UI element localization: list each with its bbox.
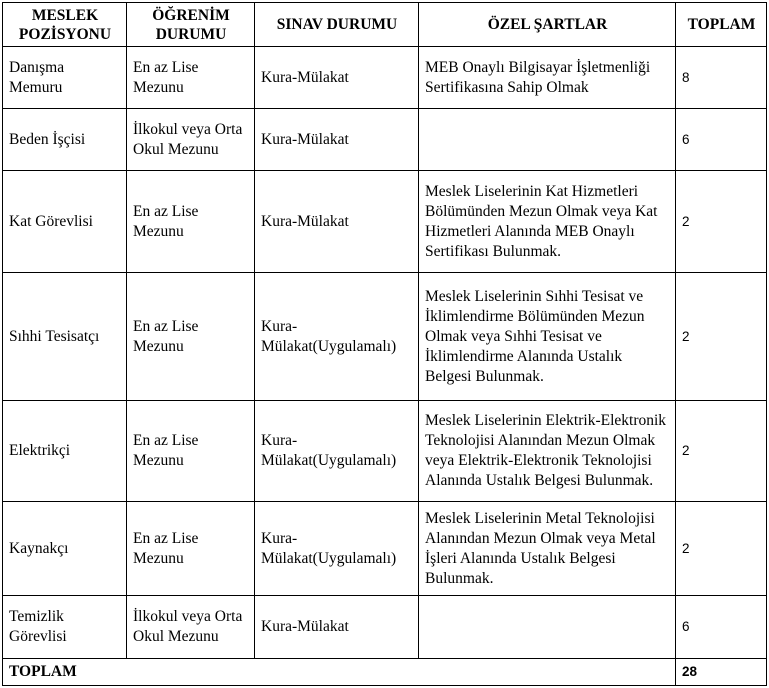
position-cell: Beden İşçisi [3,109,127,171]
header-row [3,3,767,47]
exam-cell: Kura-Mülakat [255,47,419,109]
education-cell: En az Lise Mezunu [127,502,255,596]
table-row [3,171,767,273]
header-total: TOPLAM [676,3,767,47]
total-cell: 6 [676,596,767,659]
table-row [3,273,767,401]
requirements-cell: Meslek Liselerinin Metal Teknolojisi Alanından Mezun Olmak veya Metal İşleri Alanında Ustalık Belgesi Bulunmak. [419,502,676,596]
total-cell: 6 [676,109,767,171]
requirements-cell: Meslek Liselerinin Sıhhi Tesisat ve İklimlendirme Bölümünden Mezun Olmak veya Sıhhi Tesisat ve İklimlendirme Alanında Ustalık Belgesi Bulunmak. [419,273,676,401]
education-cell: En az Lise Mezunu [127,273,255,401]
total-cell: 2 [676,502,767,596]
header-exam: SINAV DURUMU [255,3,419,47]
exam-cell: Kura-Mülakat [255,109,419,171]
requirements-cell [419,109,676,171]
total-cell: 8 [676,47,767,109]
education-cell: En az Lise Mezunu [127,47,255,109]
exam-cell: Kura-Mülakat [255,171,419,273]
position-cell: Kat Görevlisi [3,171,127,273]
requirements-cell [419,596,676,659]
total-cell: 2 [676,401,767,502]
header-requirements: ÖZEL ŞARTLAR [419,3,676,47]
total-row [3,659,767,686]
education-cell: İlkokul veya Orta Okul Mezunu [127,109,255,171]
exam-cell: Kura-Mülakat(Uygulamalı) [255,502,419,596]
exam-cell: Kura-Mülakat [255,596,419,659]
position-cell: Temizlik Görevlisi [3,596,127,659]
requirements-cell: Meslek Liselerinin Elektrik-Elektronik Teknolojisi Alanından Mezun Olmak veya Elektrik-Elektronik Teknolojisi Alanında Ustalık Belgesi Bulunmak. [419,401,676,502]
table-row [3,109,767,171]
header-education: ÖĞRENİM DURUMU [127,3,255,47]
education-cell: İlkokul veya Orta Okul Mezunu [127,596,255,659]
total-cell: 2 [676,171,767,273]
exam-cell: Kura-Mülakat(Uygulamalı) [255,273,419,401]
position-cell: Sıhhi Tesisatçı [3,273,127,401]
education-cell: En az Lise Mezunu [127,401,255,502]
education-cell: En az Lise Mezunu [127,171,255,273]
table-row [3,401,767,502]
requirements-cell: MEB Onaylı Bilgisayar İşletmenliği Sertifikasına Sahip Olmak [419,47,676,109]
table-body [3,47,767,659]
position-cell: Danışma Memuru [3,47,127,109]
requirements-cell: Meslek Liselerinin Kat Hizmetleri Bölümünden Mezun Olmak veya Kat Hizmetleri Alanında MEB Onaylı Sertifikası Bulunmak. [419,171,676,273]
exam-cell: Kura-Mülakat(Uygulamalı) [255,401,419,502]
position-cell: Kaynakçı [3,502,127,596]
total-label: TOPLAM [3,659,676,686]
total-value: 28 [676,659,767,686]
table-row [3,47,767,109]
positions-table [2,2,767,686]
position-cell: Elektrikçi [3,401,127,502]
table-row [3,502,767,596]
total-cell: 2 [676,273,767,401]
table-row [3,596,767,659]
header-position: MESLEK POZİSYONU [3,3,127,47]
